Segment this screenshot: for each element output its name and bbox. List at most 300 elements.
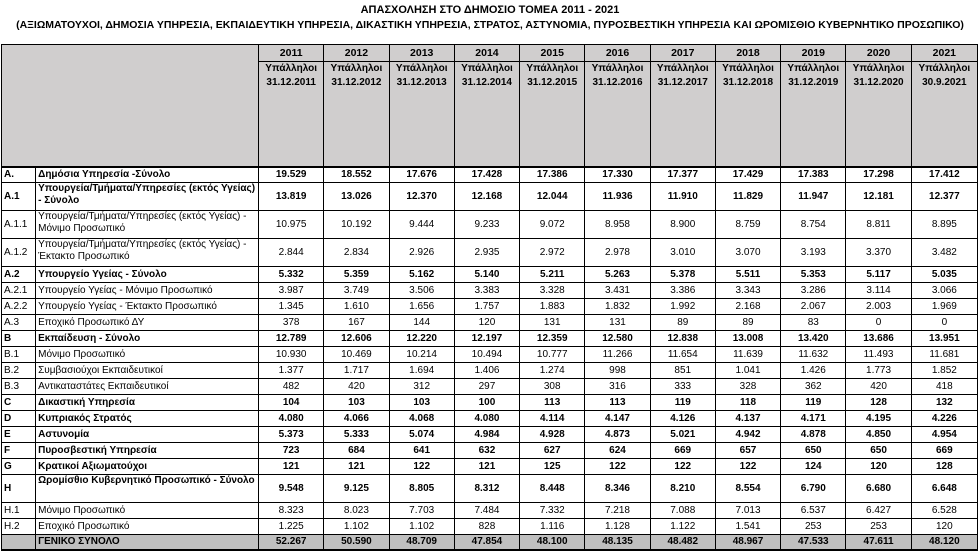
cell-value: 2.978: [585, 239, 650, 267]
total-value: 48.120: [911, 535, 977, 550]
row-description: Υπουργεία/Τμήματα/Υπηρεσίες (εκτός Υγείας) - Σύνολο: [36, 183, 259, 211]
column-year: 2016: [585, 45, 649, 62]
cell-value: 10.214: [389, 347, 454, 363]
row-code: B: [2, 331, 36, 347]
cell-value: 1.102: [324, 519, 389, 535]
cell-value: 122: [715, 459, 780, 475]
row-code: G: [2, 459, 36, 475]
cell-value: 4.873: [585, 427, 650, 443]
cell-value: 144: [389, 315, 454, 331]
table-row: [2, 211, 978, 239]
total-value: 48.135: [585, 535, 650, 550]
column-label: Υπάλληλοι: [722, 63, 774, 74]
cell-value: 8.023: [324, 503, 389, 519]
cell-value: 13.420: [781, 331, 846, 347]
row-code: H.2: [2, 519, 36, 535]
column-year: 2012: [324, 45, 388, 62]
cell-value: 3.328: [520, 283, 585, 299]
table-row: [2, 475, 978, 503]
cell-value: 1.274: [520, 363, 585, 379]
column-header-2012: [324, 45, 389, 167]
cell-value: 113: [520, 395, 585, 411]
cell-value: 119: [781, 395, 846, 411]
cell-value: 8.312: [454, 475, 519, 503]
row-description: Υπουργεία/Τμήματα/Υπηρεσίες (εκτός Υγείας) - Μόνιμο Προσωπικό: [36, 211, 259, 239]
cell-value: 7.218: [585, 503, 650, 519]
table-row: [2, 167, 978, 183]
cell-value: 121: [324, 459, 389, 475]
cell-value: 5.021: [650, 427, 715, 443]
cell-value: 8.346: [585, 475, 650, 503]
cell-value: 650: [781, 443, 846, 459]
column-header-2017: [650, 45, 715, 167]
cell-value: 641: [389, 443, 454, 459]
column-date: 31.12.2016: [592, 77, 643, 88]
cell-value: 1.717: [324, 363, 389, 379]
cell-value: 8.754: [781, 211, 846, 239]
page-title: ΑΠΑΣΧΟΛΗΣΗ ΣΤΟ ΔΗΜΟΣΙΟ ΤΟΜΕΑ 2011 - 2021: [360, 4, 620, 16]
cell-value: 3.506: [389, 283, 454, 299]
cell-value: 1.773: [846, 363, 911, 379]
column-date: 31.12.2017: [657, 77, 708, 88]
column-year: 2020: [846, 45, 910, 62]
row-description: Υπουργείο Υγείας - Μόνιμο Προσωπικό: [36, 283, 259, 299]
cell-value: 420: [324, 379, 389, 395]
cell-value: 131: [585, 315, 650, 331]
cell-value: 253: [781, 519, 846, 535]
cell-value: 10.975: [259, 211, 324, 239]
cell-value: 2.834: [324, 239, 389, 267]
cell-value: 4.942: [715, 427, 780, 443]
cell-value: 6.648: [911, 475, 977, 503]
cell-value: 122: [650, 459, 715, 475]
cell-value: 308: [520, 379, 585, 395]
cell-value: 18.552: [324, 167, 389, 183]
cell-value: 121: [259, 459, 324, 475]
cell-value: 3.193: [781, 239, 846, 267]
row-code: A.2.1: [2, 283, 36, 299]
cell-value: 113: [585, 395, 650, 411]
cell-value: 11.266: [585, 347, 650, 363]
total-value: 48.482: [650, 535, 715, 550]
column-header-2015: [520, 45, 585, 167]
cell-value: 132: [911, 395, 977, 411]
cell-value: 12.789: [259, 331, 324, 347]
cell-value: 12.044: [520, 183, 585, 211]
column-date: 31.12.2019: [788, 77, 839, 88]
column-date: 31.12.2013: [396, 77, 447, 88]
cell-value: 13.008: [715, 331, 780, 347]
cell-value: 3.386: [650, 283, 715, 299]
cell-value: 17.298: [846, 167, 911, 183]
cell-value: 312: [389, 379, 454, 395]
total-value: 47.611: [846, 535, 911, 550]
cell-value: 5.140: [454, 267, 519, 283]
cell-value: 12.370: [389, 183, 454, 211]
cell-value: 1.832: [585, 299, 650, 315]
column-label: Υπάλληλοι: [461, 63, 513, 74]
cell-value: 253: [846, 519, 911, 535]
cell-value: 4.080: [454, 411, 519, 427]
cell-value: 1.128: [585, 519, 650, 535]
cell-value: 128: [846, 395, 911, 411]
cell-value: 1.610: [324, 299, 389, 315]
cell-value: 2.067: [781, 299, 846, 315]
cell-value: 851: [650, 363, 715, 379]
cell-value: 632: [454, 443, 519, 459]
cell-value: 4.066: [324, 411, 389, 427]
cell-value: 11.947: [781, 183, 846, 211]
cell-value: 7.703: [389, 503, 454, 519]
cell-value: 1.694: [389, 363, 454, 379]
table-row: [2, 459, 978, 475]
cell-value: 4.226: [911, 411, 977, 427]
cell-value: 5.378: [650, 267, 715, 283]
cell-value: 5.074: [389, 427, 454, 443]
cell-value: 482: [259, 379, 324, 395]
cell-value: 333: [650, 379, 715, 395]
column-year: 2018: [716, 45, 780, 62]
column-label: Υπάλληλοι: [656, 63, 709, 74]
cell-value: 13.819: [259, 183, 324, 211]
row-code: B.1: [2, 347, 36, 363]
cell-value: 6.680: [846, 475, 911, 503]
cell-value: 103: [324, 395, 389, 411]
table-row: [2, 347, 978, 363]
column-label: Υπάλληλοι: [918, 63, 971, 74]
cell-value: 8.958: [585, 211, 650, 239]
cell-value: 5.162: [389, 267, 454, 283]
cell-value: 12.168: [454, 183, 519, 211]
cell-value: 1.345: [259, 299, 324, 315]
cell-value: 2.935: [454, 239, 519, 267]
cell-value: 418: [911, 379, 977, 395]
cell-value: 121: [454, 459, 519, 475]
table-row: [2, 267, 978, 283]
cell-value: 17.330: [585, 167, 650, 183]
row-description: Εκπαίδευση - Σύνολο: [36, 331, 259, 347]
row-description: Κρατικοί Αξιωματούχοι: [36, 459, 259, 475]
row-description: Αστυνομία: [36, 427, 259, 443]
cell-value: 11.632: [781, 347, 846, 363]
table-row: [2, 299, 978, 315]
cell-value: 9.444: [389, 211, 454, 239]
column-date: 31.12.2014: [461, 77, 512, 88]
cell-value: 5.263: [585, 267, 650, 283]
row-code: A.1.2: [2, 239, 36, 267]
cell-value: 4.928: [520, 427, 585, 443]
column-date: 30.9.2021: [922, 77, 967, 88]
cell-value: 10.930: [259, 347, 324, 363]
cell-value: 3.987: [259, 283, 324, 299]
row-code: A.1: [2, 183, 36, 211]
cell-value: 8.323: [259, 503, 324, 519]
cell-value: 3.286: [781, 283, 846, 299]
cell-value: 5.332: [259, 267, 324, 283]
table-row: [2, 395, 978, 411]
column-year: 2014: [455, 45, 519, 62]
cell-value: 12.377: [911, 183, 977, 211]
row-code: D: [2, 411, 36, 427]
cell-value: 124: [781, 459, 846, 475]
column-year: 2013: [390, 45, 454, 62]
column-year: 2021: [912, 45, 977, 62]
cell-value: 125: [520, 459, 585, 475]
cell-value: 0: [911, 315, 977, 331]
column-year: 2011: [259, 45, 323, 62]
cell-value: 13.951: [911, 331, 977, 347]
cell-value: 122: [389, 459, 454, 475]
column-header-2013: [389, 45, 454, 167]
cell-value: 627: [520, 443, 585, 459]
cell-value: 3.370: [846, 239, 911, 267]
cell-value: 8.759: [715, 211, 780, 239]
column-date: 31.12.2012: [331, 77, 382, 88]
cell-value: 17.429: [715, 167, 780, 183]
cell-value: 5.211: [520, 267, 585, 283]
cell-value: 131: [520, 315, 585, 331]
column-label: Υπάλληλοι: [591, 63, 644, 74]
cell-value: 13.026: [324, 183, 389, 211]
table-row: [2, 503, 978, 519]
cell-value: 1.852: [911, 363, 977, 379]
cell-value: 10.469: [324, 347, 389, 363]
cell-value: 13.686: [846, 331, 911, 347]
cell-value: 12.606: [324, 331, 389, 347]
cell-value: 0: [846, 315, 911, 331]
cell-value: 6.790: [781, 475, 846, 503]
cell-value: 669: [650, 443, 715, 459]
cell-value: 2.003: [846, 299, 911, 315]
column-label: Υπάλληλοι: [330, 63, 383, 74]
cell-value: 4.171: [781, 411, 846, 427]
column-header-2011: [259, 45, 324, 167]
cell-value: 4.114: [520, 411, 585, 427]
cell-value: 8.448: [520, 475, 585, 503]
cell-value: 5.333: [324, 427, 389, 443]
cell-value: 128: [911, 459, 977, 475]
cell-value: 420: [846, 379, 911, 395]
cell-value: 2.844: [259, 239, 324, 267]
cell-value: 119: [650, 395, 715, 411]
cell-value: 104: [259, 395, 324, 411]
cell-value: 1.225: [259, 519, 324, 535]
row-description: Ωρομίσθιο Κυβερνητικό Προσωπικό - Σύνολο: [36, 475, 259, 503]
column-date: 31.12.2011: [266, 77, 316, 88]
cell-value: 12.838: [650, 331, 715, 347]
cell-value: 17.412: [911, 167, 977, 183]
total-value: 47.533: [781, 535, 846, 550]
cell-value: 5.035: [911, 267, 977, 283]
cell-value: 12.580: [585, 331, 650, 347]
cell-value: 657: [715, 443, 780, 459]
column-header-2018: [715, 45, 780, 167]
total-row: [2, 535, 978, 550]
cell-value: 89: [715, 315, 780, 331]
column-date: 31.12.2020: [853, 77, 904, 88]
row-description: Μόνιμο Προσωπικό: [36, 503, 259, 519]
cell-value: 5.359: [324, 267, 389, 283]
cell-value: 17.383: [781, 167, 846, 183]
table-row: [2, 443, 978, 459]
cell-value: 328: [715, 379, 780, 395]
column-date: 31.12.2018: [722, 77, 774, 88]
table-row: [2, 315, 978, 331]
row-code: A.2.2: [2, 299, 36, 315]
column-year: 2015: [520, 45, 584, 62]
row-description: Υπουργείο Υγείας - Σύνολο: [36, 267, 259, 283]
table-row: [2, 283, 978, 299]
cell-value: 3.749: [324, 283, 389, 299]
cell-value: 120: [846, 459, 911, 475]
column-label: Υπάλληλοι: [526, 63, 579, 74]
page-subtitle: (ΑΞΙΩΜΑΤΟΥΧΟΙ, ΔΗΜΟΣΙΑ ΥΠΗΡΕΣΙΑ, ΕΚΠΑΙΔΕΥΤΙΚΗ ΥΠΗΡΕΣΙΑ, ΔΙΚΑΣΤΙΚΗ ΥΠΗΡΕΣΙΑ, ΣΤΡΑΤΟΣ, ΑΣΤΥΝΟΜΙΑ, ΠΥΡΟΣΒΕΣΤΙΚΗ ΥΠΗΡΕΣΙΑ ΚΑΙ ΩΡΟΜΙΣΘΙΟ ΚΥΒΕΡΝΗΤΙΚΟ ΠΡΟΣΩΠΙΚΟ): [16, 19, 964, 31]
cell-value: 4.195: [846, 411, 911, 427]
cell-value: 7.088: [650, 503, 715, 519]
row-code: E: [2, 427, 36, 443]
cell-value: 8.554: [715, 475, 780, 503]
cell-value: 10.494: [454, 347, 519, 363]
cell-value: 2.926: [389, 239, 454, 267]
cell-value: 3.383: [454, 283, 519, 299]
cell-value: 8.210: [650, 475, 715, 503]
cell-value: 4.137: [715, 411, 780, 427]
cell-value: 297: [454, 379, 519, 395]
cell-value: 120: [454, 315, 519, 331]
total-label: ΓΕΝΙΚΟ ΣΥΝΟΛΟ: [36, 535, 259, 550]
row-code: B.2: [2, 363, 36, 379]
cell-value: 998: [585, 363, 650, 379]
total-value: 50.590: [324, 535, 389, 550]
cell-value: 1.406: [454, 363, 519, 379]
column-date: 31.12.2015: [527, 77, 578, 88]
column-label: Υπάλληλοι: [787, 63, 840, 74]
cell-value: 17.676: [389, 167, 454, 183]
cell-value: 19.529: [259, 167, 324, 183]
cell-value: 6.528: [911, 503, 977, 519]
cell-value: 6.427: [846, 503, 911, 519]
table-row: [2, 379, 978, 395]
row-code: B.3: [2, 379, 36, 395]
column-header-2014: [454, 45, 519, 167]
cell-value: 362: [781, 379, 846, 395]
row-code: A.3: [2, 315, 36, 331]
total-code: [2, 535, 36, 550]
row-code: F: [2, 443, 36, 459]
row-description: Δημόσια Υπηρεσία -Σύνολο: [36, 167, 259, 183]
cell-value: 3.343: [715, 283, 780, 299]
cell-value: 4.984: [454, 427, 519, 443]
cell-value: 2.972: [520, 239, 585, 267]
cell-value: 1.656: [389, 299, 454, 315]
cell-value: 3.066: [911, 283, 977, 299]
cell-value: 1.883: [520, 299, 585, 315]
cell-value: 89: [650, 315, 715, 331]
cell-value: 4.068: [389, 411, 454, 427]
total-value: 48.100: [520, 535, 585, 550]
total-value: 52.267: [259, 535, 324, 550]
cell-value: 17.377: [650, 167, 715, 183]
cell-value: 624: [585, 443, 650, 459]
cell-value: 828: [454, 519, 519, 535]
total-value: 48.967: [715, 535, 780, 550]
cell-value: 11.681: [911, 347, 977, 363]
cell-value: 1.969: [911, 299, 977, 315]
cell-value: 1.377: [259, 363, 324, 379]
cell-value: 4.147: [585, 411, 650, 427]
cell-value: 11.910: [650, 183, 715, 211]
table-row: [2, 427, 978, 443]
cell-value: 4.126: [650, 411, 715, 427]
total-value: 47.854: [454, 535, 519, 550]
cell-value: 10.192: [324, 211, 389, 239]
cell-value: 1.757: [454, 299, 519, 315]
cell-value: 9.548: [259, 475, 324, 503]
cell-value: 120: [911, 519, 977, 535]
cell-value: 1.122: [650, 519, 715, 535]
cell-value: 7.484: [454, 503, 519, 519]
cell-value: 9.233: [454, 211, 519, 239]
cell-value: 3.114: [846, 283, 911, 299]
cell-value: 2.168: [715, 299, 780, 315]
row-code: A.: [2, 167, 36, 183]
cell-value: 669: [911, 443, 977, 459]
row-description: Πυροσβεστική Υπηρεσία: [36, 443, 259, 459]
table-row: [2, 411, 978, 427]
column-year: 2019: [781, 45, 845, 62]
cell-value: 3.482: [911, 239, 977, 267]
cell-value: 167: [324, 315, 389, 331]
cell-value: 5.373: [259, 427, 324, 443]
cell-value: 8.811: [846, 211, 911, 239]
employment-table: [1, 44, 978, 551]
cell-value: 3.070: [715, 239, 780, 267]
table-row: [2, 183, 978, 211]
cell-value: 4.878: [781, 427, 846, 443]
cell-value: 17.428: [454, 167, 519, 183]
cell-value: 8.900: [650, 211, 715, 239]
row-description: Αντικαταστάτες Εκπαιδευτικοί: [36, 379, 259, 395]
header-corner: [2, 45, 259, 167]
column-label: Υπάλληλοι: [265, 63, 318, 74]
cell-value: 12.359: [520, 331, 585, 347]
table-row: [2, 363, 978, 379]
cell-value: 4.954: [911, 427, 977, 443]
cell-value: 723: [259, 443, 324, 459]
cell-value: 17.386: [520, 167, 585, 183]
row-code: A.2: [2, 267, 36, 283]
cell-value: 122: [585, 459, 650, 475]
row-code: H.1: [2, 503, 36, 519]
cell-value: 83: [781, 315, 846, 331]
cell-value: 6.537: [781, 503, 846, 519]
column-header-2019: [781, 45, 846, 167]
cell-value: 8.805: [389, 475, 454, 503]
cell-value: 1.541: [715, 519, 780, 535]
cell-value: 9.072: [520, 211, 585, 239]
cell-value: 3.431: [585, 283, 650, 299]
cell-value: 4.850: [846, 427, 911, 443]
cell-value: 1.992: [650, 299, 715, 315]
column-label: Υπάλληλοι: [852, 63, 905, 74]
cell-value: 4.080: [259, 411, 324, 427]
row-code: A.1.1: [2, 211, 36, 239]
row-description: Μόνιμο Προσωπικό: [36, 347, 259, 363]
cell-value: 10.777: [520, 347, 585, 363]
cell-value: 1.116: [520, 519, 585, 535]
column-year: 2017: [651, 45, 715, 62]
cell-value: 11.829: [715, 183, 780, 211]
